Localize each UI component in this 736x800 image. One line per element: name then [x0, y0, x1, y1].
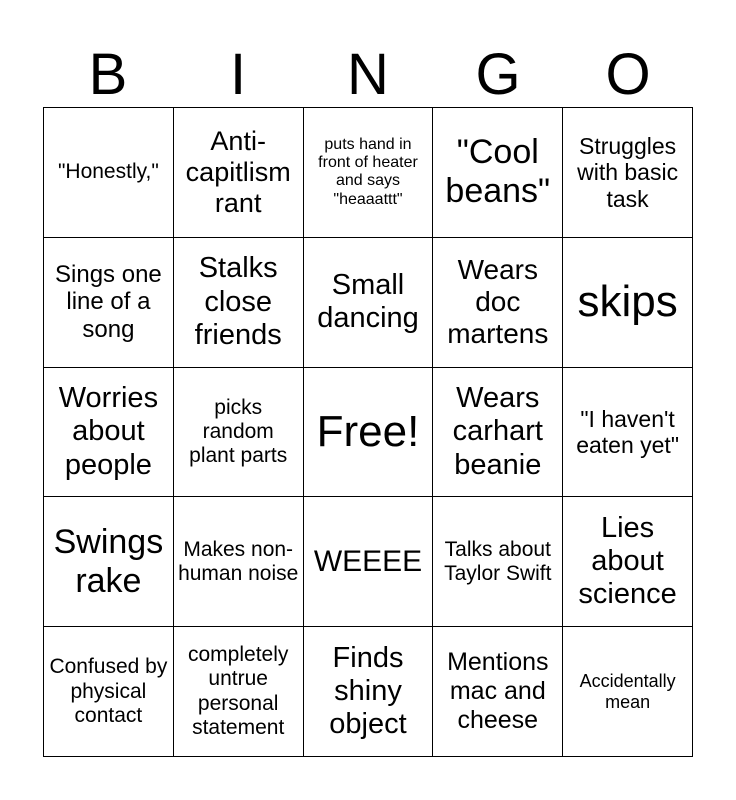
bingo-cell[interactable] [563, 368, 693, 498]
bingo-cell[interactable] [433, 497, 563, 627]
bingo-cell-text: Confused by physical contact [49, 655, 168, 727]
bingo-cell-text: Mentions mac and cheese [447, 648, 549, 734]
bingo-cell[interactable] [304, 497, 434, 627]
bingo-cell[interactable] [174, 368, 304, 498]
bingo-cell-text: "Cool beans" [445, 133, 551, 211]
bingo-cell[interactable] [433, 627, 563, 757]
bingo-cell[interactable] [563, 108, 693, 238]
bingo-cell[interactable] [174, 108, 304, 238]
bingo-cell[interactable] [174, 238, 304, 368]
header-letter-n: N [347, 42, 389, 107]
bingo-cell-text: "Honestly," [57, 160, 159, 184]
bingo-cell-text: Wears carhart beanie [452, 381, 543, 481]
bingo-cell[interactable] [433, 238, 563, 368]
bingo-cell[interactable] [174, 497, 304, 627]
bingo-cell-text: Swings rake [53, 522, 164, 600]
bingo-cell-text: WEEEE [313, 544, 423, 578]
bingo-cell-text: Talks about Taylor Swift [444, 537, 552, 585]
bingo-cell-text: Finds shiny object [329, 641, 407, 741]
bingo-cell-text: Sings one line of a song [55, 260, 162, 343]
bingo-cell-text: puts hand in front of heater and says "heaaattt" [318, 135, 418, 208]
bingo-cell-text: Small dancing [317, 268, 419, 335]
bingo-cell[interactable] [44, 497, 174, 627]
header-letter-b: B [88, 42, 128, 107]
bingo-cell[interactable] [44, 627, 174, 757]
bingo-cell-text: Struggles with basic task [577, 132, 679, 212]
bingo-cell[interactable] [44, 368, 174, 498]
bingo-header [43, 40, 693, 110]
bingo-cell-text: completely untrue personal statement [188, 643, 289, 739]
bingo-cell[interactable] [563, 238, 693, 368]
bingo-cell[interactable] [44, 238, 174, 368]
bingo-cell[interactable] [563, 627, 693, 757]
bingo-cell-text: Accidentally mean [579, 670, 676, 712]
bingo-cell[interactable] [174, 627, 304, 757]
header-letter-o: O [605, 42, 651, 107]
bingo-cell-text: Makes non-human noise [178, 537, 299, 585]
bingo-cell-text: Free! [316, 406, 420, 456]
bingo-cell-text: skips [577, 276, 678, 326]
header-letter-i: I [229, 42, 247, 107]
bingo-cell[interactable] [304, 108, 434, 238]
bingo-cell-text: Wears doc martens [447, 253, 549, 350]
bingo-cell[interactable] [304, 368, 434, 498]
bingo-cell[interactable] [44, 108, 174, 238]
bingo-cell-text: picks random plant parts [189, 395, 288, 468]
header-letter-g: G [475, 42, 521, 107]
bingo-cell[interactable] [563, 497, 693, 627]
bingo-cell-text: Lies about science [578, 511, 677, 611]
bingo-board [43, 107, 693, 757]
bingo-cell-text: Anti-capitlism rant [185, 125, 291, 218]
bingo-cell[interactable] [433, 368, 563, 498]
bingo-cell-text: "I haven't eaten yet" [576, 405, 679, 458]
bingo-cell[interactable] [433, 108, 563, 238]
bingo-cell[interactable] [304, 238, 434, 368]
bingo-cell-text: Worries about people [58, 381, 159, 481]
bingo-cell-text: Stalks close friends [194, 252, 282, 351]
bingo-cell[interactable] [304, 627, 434, 757]
